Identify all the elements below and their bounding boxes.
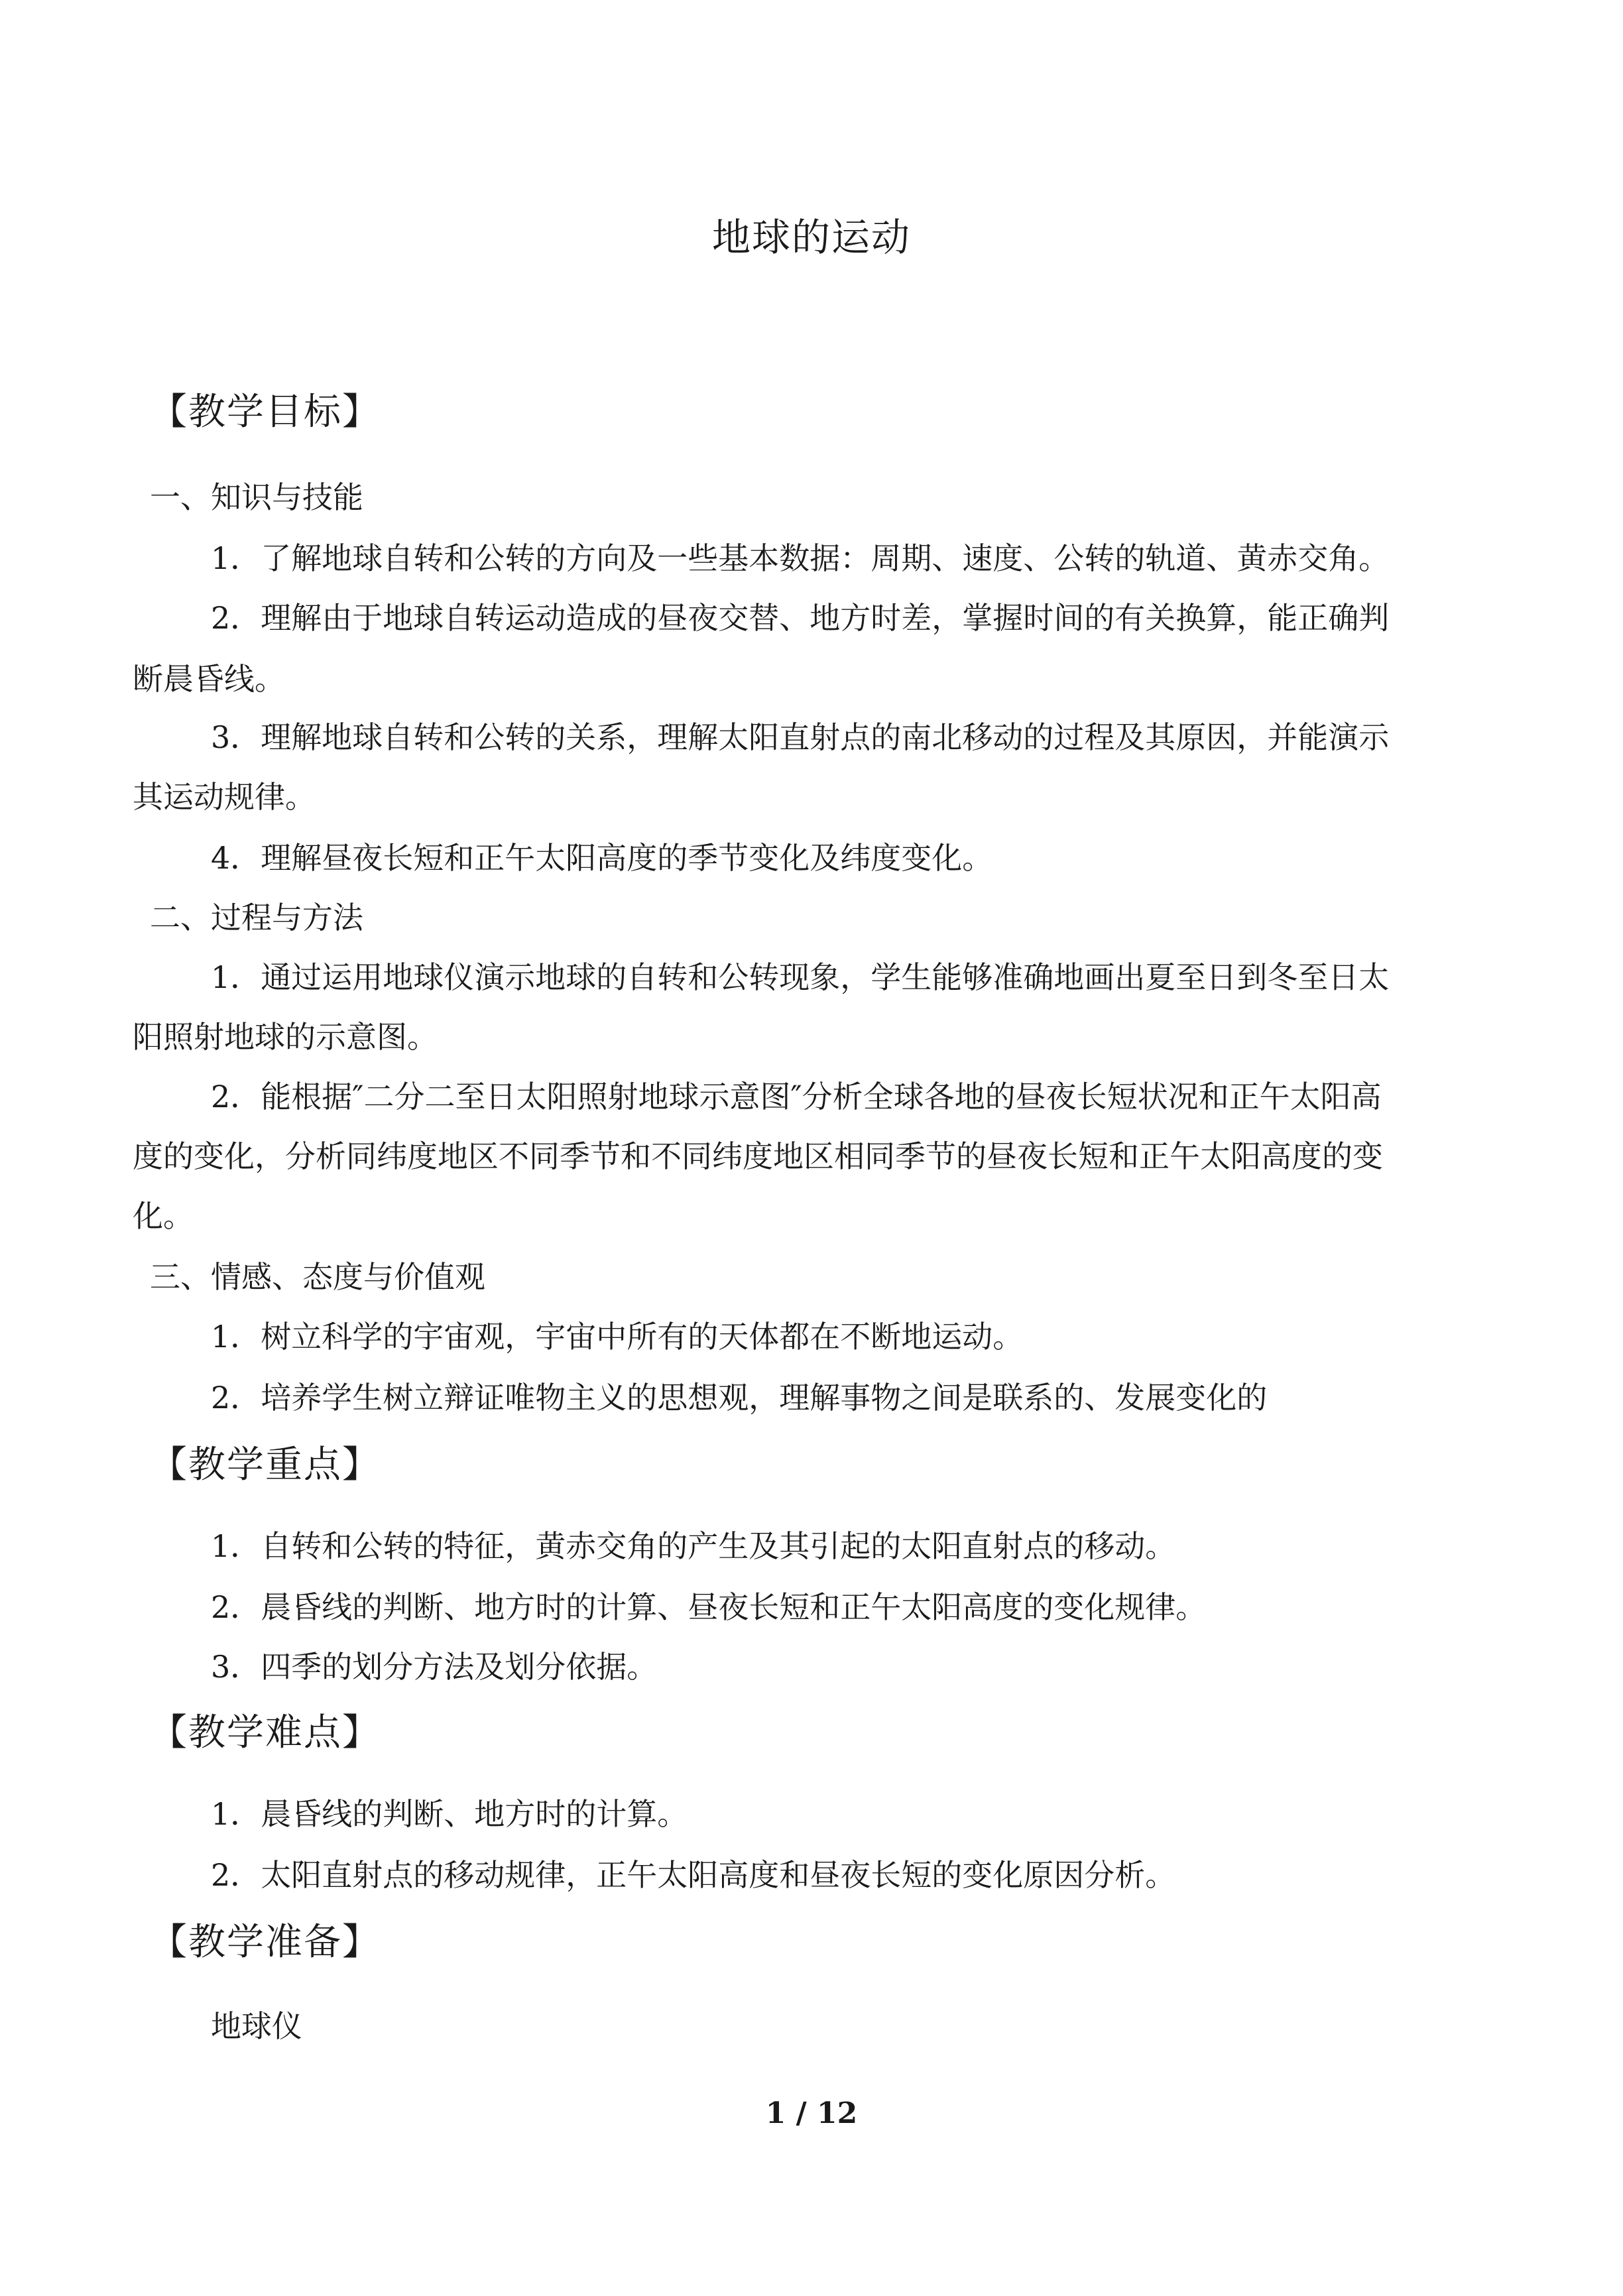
section-heading-preparation: 【教学准备】 bbox=[150, 1921, 381, 1964]
preparation-item-1: 地球仪 bbox=[211, 2008, 302, 2044]
knowledge-item-2-line-1: 2．理解由于地球自转运动造成的昼夜交替、地方时差，掌握时间的有关换算，能正确判 bbox=[211, 600, 1390, 636]
key-point-item-3: 3．四季的划分方法及划分依据。 bbox=[211, 1649, 658, 1685]
section-heading-key-points: 【教学重点】 bbox=[150, 1443, 381, 1486]
process-item-2-line-3: 化。 bbox=[133, 1198, 194, 1234]
knowledge-item-1: 1．了解地球自转和公转的方向及一些基本数据：周期、速度、公转的轨道、黄赤交角。 bbox=[211, 540, 1390, 576]
difficulty-item-1: 1．晨昏线的判断、地方时的计算。 bbox=[211, 1796, 688, 1832]
difficulty-item-2: 2．太阳直射点的移动规律，正午太阳高度和昼夜长短的变化原因分析。 bbox=[211, 1857, 1176, 1893]
section-heading-objectives: 【教学目标】 bbox=[150, 391, 381, 434]
attitude-item-2: 2．培养学生树立辩证唯物主义的思想观，理解事物之间是联系的、发展变化的 bbox=[211, 1380, 1268, 1416]
process-item-1-line-1: 1．通过运用地球仪演示地球的自转和公转现象，学生能够准确地画出夏至日到冬至日太 bbox=[211, 959, 1390, 995]
knowledge-item-3-line-1: 3．理解地球自转和公转的关系，理解太阳直射点的南北移动的过程及其原因，并能演示 bbox=[211, 719, 1390, 755]
knowledge-item-2-line-2: 断晨昏线。 bbox=[133, 661, 285, 697]
knowledge-item-3-line-2: 其运动规律。 bbox=[133, 779, 316, 815]
knowledge-item-4: 4．理解昼夜长短和正午太阳高度的季节变化及纬度变化。 bbox=[211, 840, 993, 876]
subheading-knowledge: 一、知识与技能 bbox=[150, 479, 363, 515]
subheading-attitude: 三、情感、态度与价值观 bbox=[150, 1259, 485, 1295]
subheading-process: 二、过程与方法 bbox=[150, 900, 363, 936]
page-number: 1 / 12 bbox=[765, 2096, 858, 2130]
process-item-2-line-1: 2．能根据″二分二至日太阳照射地球示意图″分析全球各地的昼夜长短状况和正午太阳高 bbox=[211, 1079, 1382, 1115]
key-point-item-2: 2．晨昏线的判断、地方时的计算、昼夜长短和正午太阳高度的变化规律。 bbox=[211, 1589, 1207, 1625]
process-item-1-line-2: 阳照射地球的示意图。 bbox=[133, 1019, 438, 1055]
section-heading-difficulties: 【教学难点】 bbox=[150, 1711, 381, 1754]
page-title: 地球的运动 bbox=[711, 215, 911, 260]
process-item-2-line-2: 度的变化，分析同纬度地区不同季节和不同纬度地区相同季节的昼夜长短和正午太阳高度的变 bbox=[133, 1138, 1383, 1174]
attitude-item-1: 1．树立科学的宇宙观，宇宙中所有的天体都在不断地运动。 bbox=[211, 1319, 1024, 1355]
key-point-item-1: 1．自转和公转的特征，黄赤交角的产生及其引起的太阳直射点的移动。 bbox=[211, 1528, 1176, 1564]
